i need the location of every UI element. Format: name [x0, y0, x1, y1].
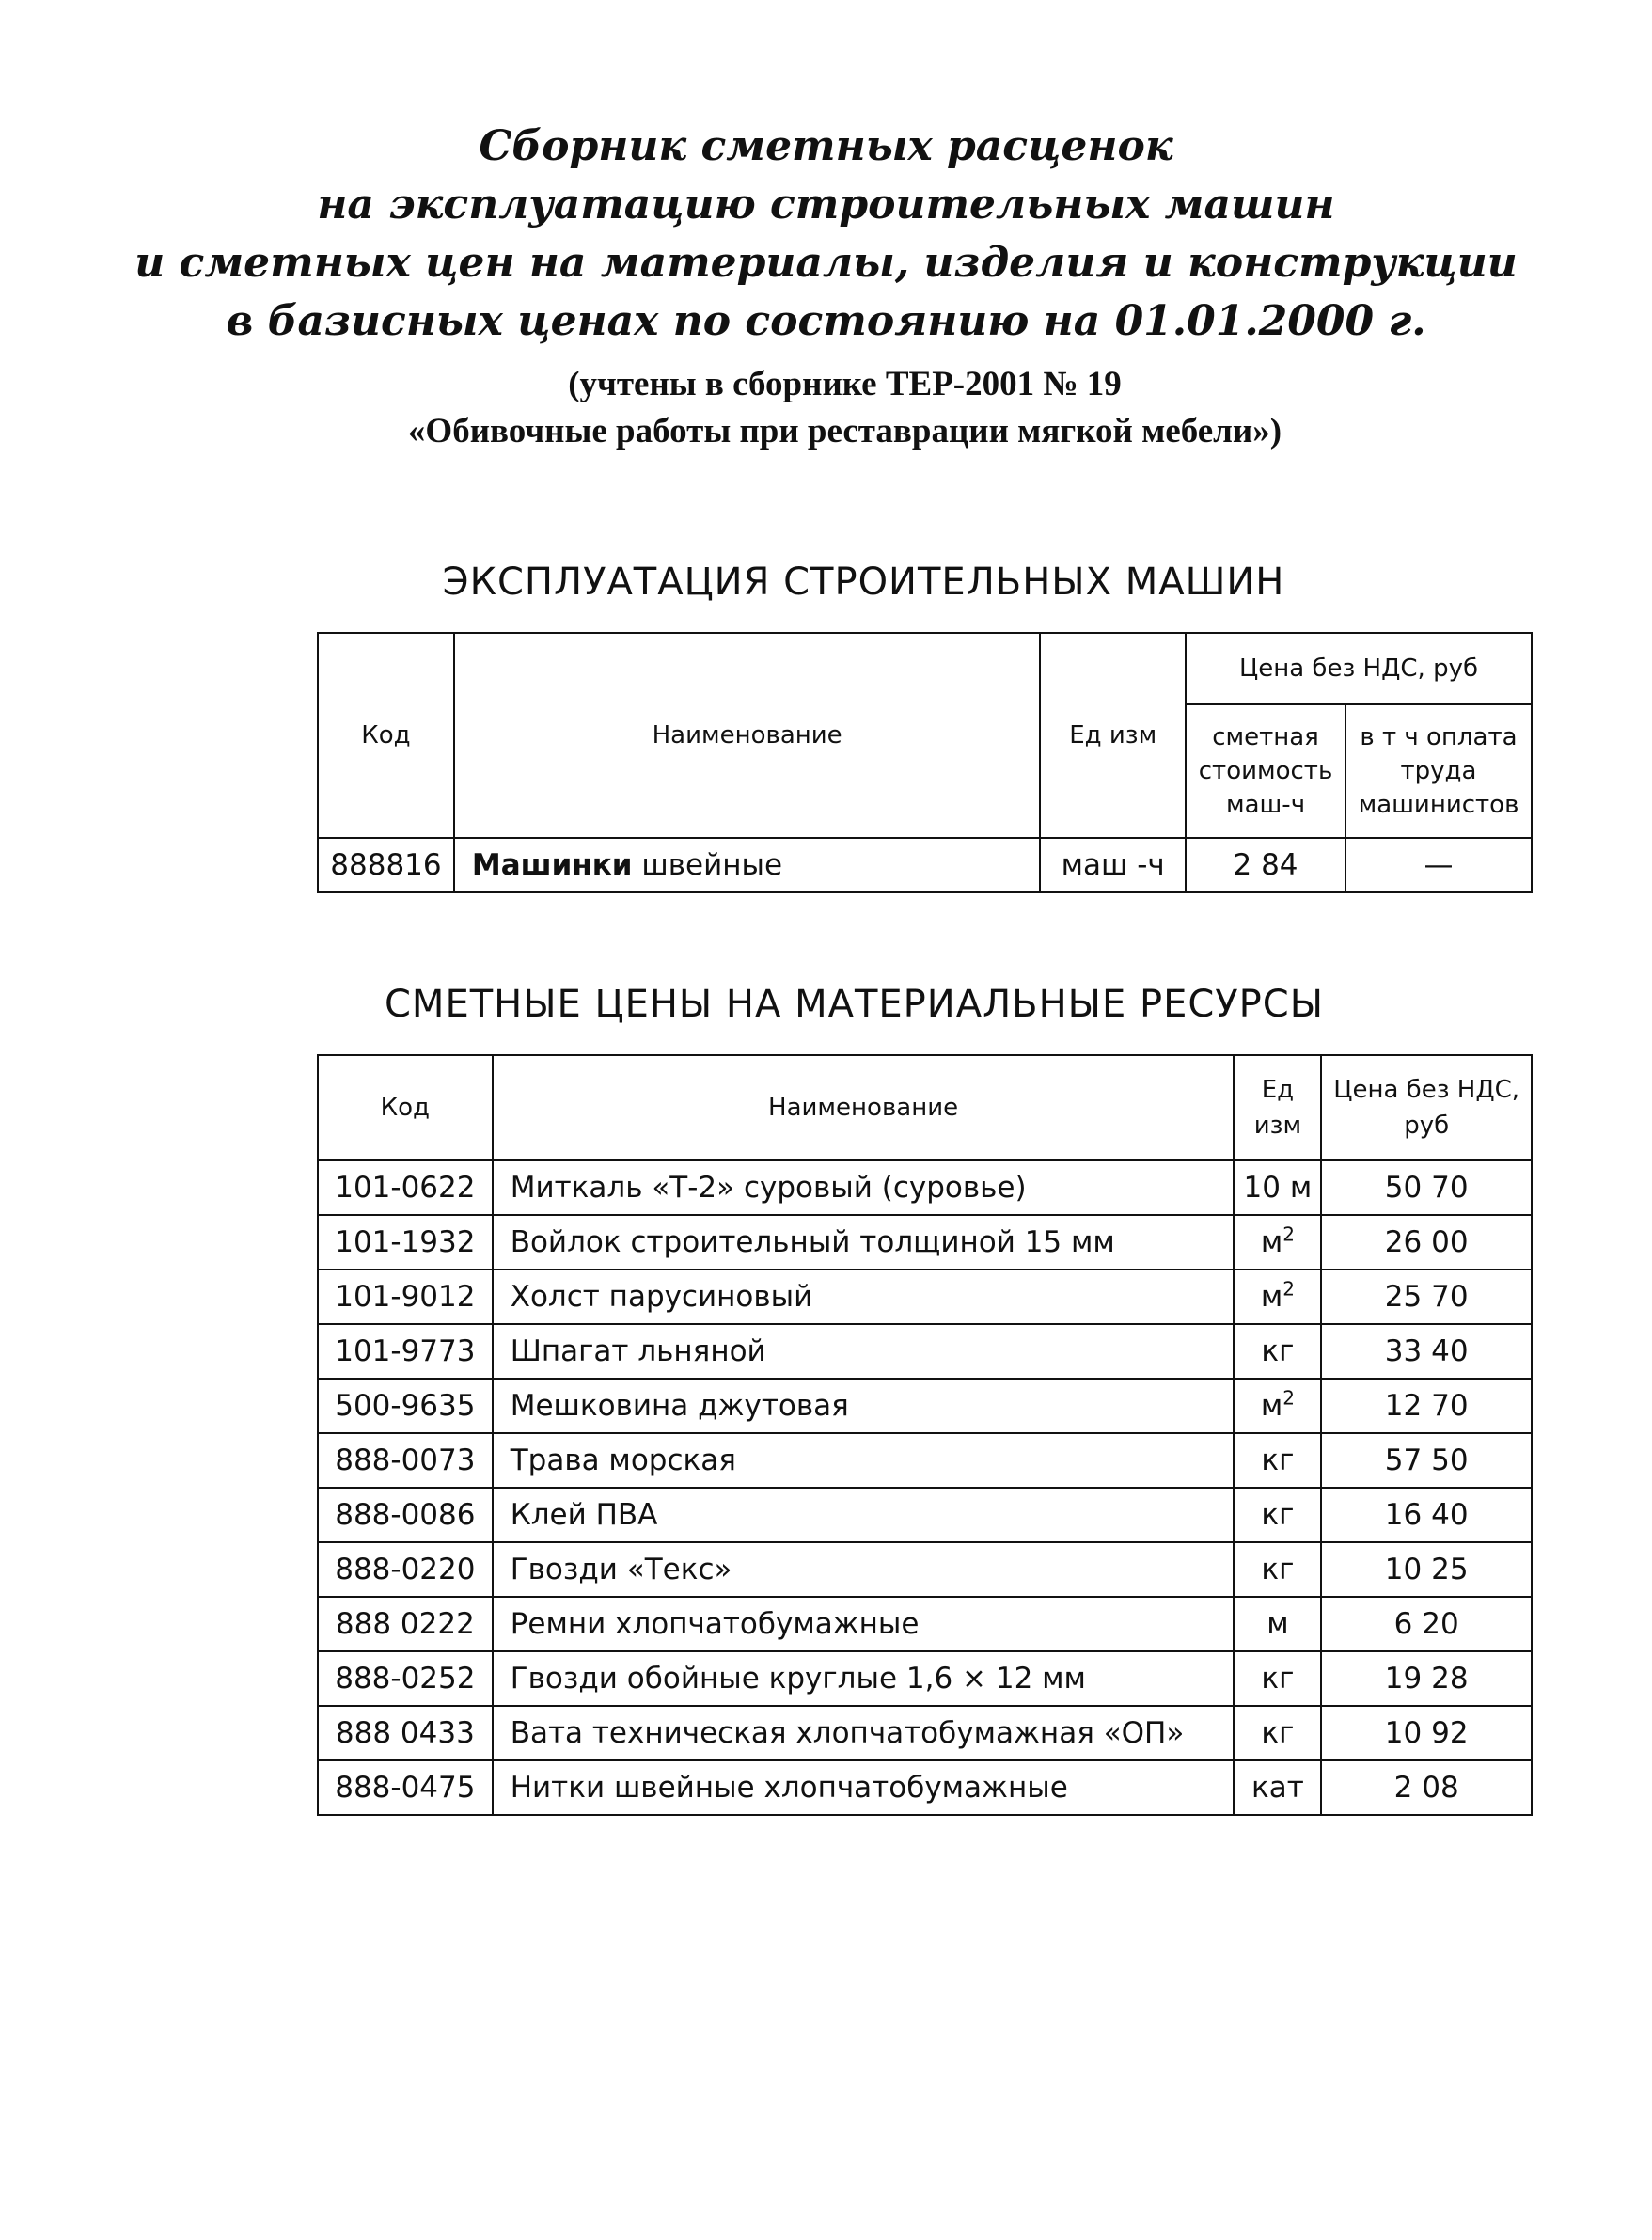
material-unit-exponent: 2 — [1282, 1386, 1295, 1410]
machines-header-price-group: Цена без НДС, руб — [1186, 633, 1532, 704]
material-name: Гвозди «Текс» — [493, 1542, 1235, 1597]
material-unit — [1234, 1488, 1321, 1542]
table-row — [318, 1379, 1532, 1433]
material-unit-text: м — [1260, 1280, 1283, 1314]
table-row — [318, 1324, 1532, 1379]
material-unit — [1234, 1542, 1321, 1597]
table-row — [318, 1270, 1532, 1324]
material-unit-text: кг — [1261, 1334, 1295, 1368]
material-unit-text: кг — [1261, 1662, 1295, 1696]
material-unit-text: кг — [1261, 1443, 1295, 1477]
material-code: 888-0086 — [318, 1488, 493, 1542]
machine-name-rest: швейные — [632, 848, 783, 882]
material-unit — [1234, 1160, 1321, 1215]
document-title — [0, 118, 1652, 351]
material-unit-exponent: 2 — [1282, 1223, 1295, 1246]
machines-header-name: Наименование — [454, 633, 1040, 838]
machines-heading: ЭКСПЛУАТАЦИЯ СТРОИТЕЛЬНЫХ МАШИН — [442, 560, 1285, 604]
material-name: Клей ПВА — [493, 1488, 1235, 1542]
material-code: 888-0073 — [318, 1433, 493, 1488]
material-price: 26 00 — [1321, 1215, 1532, 1270]
material-code: 101-9773 — [318, 1324, 493, 1379]
table-row — [318, 1542, 1532, 1597]
material-unit — [1234, 1433, 1321, 1488]
materials-heading: СМЕТНЫЕ ЦЕНЫ НА МАТЕРИАЛЬНЫЕ РЕСУРСЫ — [385, 983, 1324, 1026]
material-price: 19 28 — [1321, 1651, 1532, 1706]
material-unit — [1234, 1215, 1321, 1270]
material-name: Войлок строительный толщиной 15 мм — [493, 1215, 1235, 1270]
material-price: 50 70 — [1321, 1160, 1532, 1215]
machine-cost: 2 84 — [1186, 838, 1345, 892]
material-unit-text: кг — [1261, 1498, 1295, 1532]
document-subtitle — [0, 361, 1652, 455]
subtitle-line-1: (учтены в сборнике ТЕР-2001 № 19 — [568, 365, 1122, 403]
material-name: Миткаль «Т-2» суровый (суровье) — [493, 1160, 1235, 1215]
material-name: Мешковина джутовая — [493, 1379, 1235, 1433]
material-price: 10 25 — [1321, 1542, 1532, 1597]
table-row — [318, 1597, 1532, 1651]
material-unit-text: м — [1267, 1607, 1289, 1641]
materials-header-name: Наименование — [493, 1055, 1235, 1160]
material-code: 888-0252 — [318, 1651, 493, 1706]
table-row — [318, 1433, 1532, 1488]
machines-header-code: Код — [318, 633, 454, 838]
machines-header-cost: сметная стоимость маш-ч — [1186, 704, 1345, 838]
machine-name — [454, 838, 1040, 892]
material-name: Шпагат льняной — [493, 1324, 1235, 1379]
materials-table — [317, 1054, 1533, 1816]
material-code: 888-0475 — [318, 1760, 493, 1815]
material-unit — [1234, 1597, 1321, 1651]
machines-header-unit: Ед изм — [1040, 633, 1186, 838]
material-unit-text: 10 м — [1243, 1171, 1313, 1205]
machine-name-bold: Машинки — [471, 848, 633, 882]
materials-header-price: Цена без НДС, руб — [1321, 1055, 1532, 1160]
material-name: Трава морская — [493, 1433, 1235, 1488]
material-unit — [1234, 1760, 1321, 1815]
material-price: 2 08 — [1321, 1760, 1532, 1815]
material-code: 101-0622 — [318, 1160, 493, 1215]
material-price: 57 50 — [1321, 1433, 1532, 1488]
material-code: 101-9012 — [318, 1270, 493, 1324]
title-line-4: в базисных ценах по состоянию на 01.01.2000 г. — [226, 297, 1426, 345]
material-code: 500-9635 — [318, 1379, 493, 1433]
subtitle-line-2: «Обивочные работы при реставрации мягкой мебели») — [407, 412, 1282, 450]
table-row — [318, 1651, 1532, 1706]
material-unit — [1234, 1706, 1321, 1760]
material-unit-text: кат — [1251, 1771, 1304, 1805]
title-line-2: на эксплуатацию строительных машин — [317, 181, 1335, 229]
material-code: 888 0433 — [318, 1706, 493, 1760]
material-price: 25 70 — [1321, 1270, 1532, 1324]
material-unit — [1234, 1270, 1321, 1324]
table-row — [318, 1215, 1532, 1270]
materials-header-unit: Ед изм — [1234, 1055, 1321, 1160]
material-price: 6 20 — [1321, 1597, 1532, 1651]
material-unit-text: м — [1260, 1389, 1283, 1423]
material-unit-text: кг — [1261, 1553, 1295, 1586]
machines-table — [317, 632, 1533, 893]
title-line-3: и сметных цен на материалы, изделия и конструкции — [134, 239, 1518, 287]
material-price: 33 40 — [1321, 1324, 1532, 1379]
material-name: Нитки швейные хлопчатобумажные — [493, 1760, 1235, 1815]
machine-unit: маш -ч — [1040, 838, 1186, 892]
material-code: 888 0222 — [318, 1597, 493, 1651]
table-row — [318, 1760, 1532, 1815]
table-row — [318, 1706, 1532, 1760]
materials-header-code: Код — [318, 1055, 493, 1160]
machines-header-labor: в т ч оплата труда машинистов — [1345, 704, 1532, 838]
table-row — [318, 838, 1532, 892]
material-price: 10 92 — [1321, 1706, 1532, 1760]
title-line-1: Сборник сметных расценок — [479, 122, 1173, 170]
material-code: 888-0220 — [318, 1542, 493, 1597]
material-unit — [1234, 1651, 1321, 1706]
material-unit — [1234, 1379, 1321, 1433]
machine-labor: — — [1345, 838, 1532, 892]
material-name: Вата техническая хлопчатобумажная «ОП» — [493, 1706, 1235, 1760]
material-unit-text: кг — [1261, 1716, 1295, 1750]
material-price: 12 70 — [1321, 1379, 1532, 1433]
table-row — [318, 1160, 1532, 1215]
table-row — [318, 1488, 1532, 1542]
material-name: Ремни хлопчатобумажные — [493, 1597, 1235, 1651]
material-unit-text: м — [1260, 1225, 1283, 1259]
material-price: 16 40 — [1321, 1488, 1532, 1542]
material-name: Холст парусиновый — [493, 1270, 1235, 1324]
material-unit — [1234, 1324, 1321, 1379]
machine-code: 888816 — [318, 838, 454, 892]
material-unit-exponent: 2 — [1282, 1277, 1295, 1301]
material-name: Гвозди обойные круглые 1,6 × 12 мм — [493, 1651, 1235, 1706]
material-code: 101-1932 — [318, 1215, 493, 1270]
